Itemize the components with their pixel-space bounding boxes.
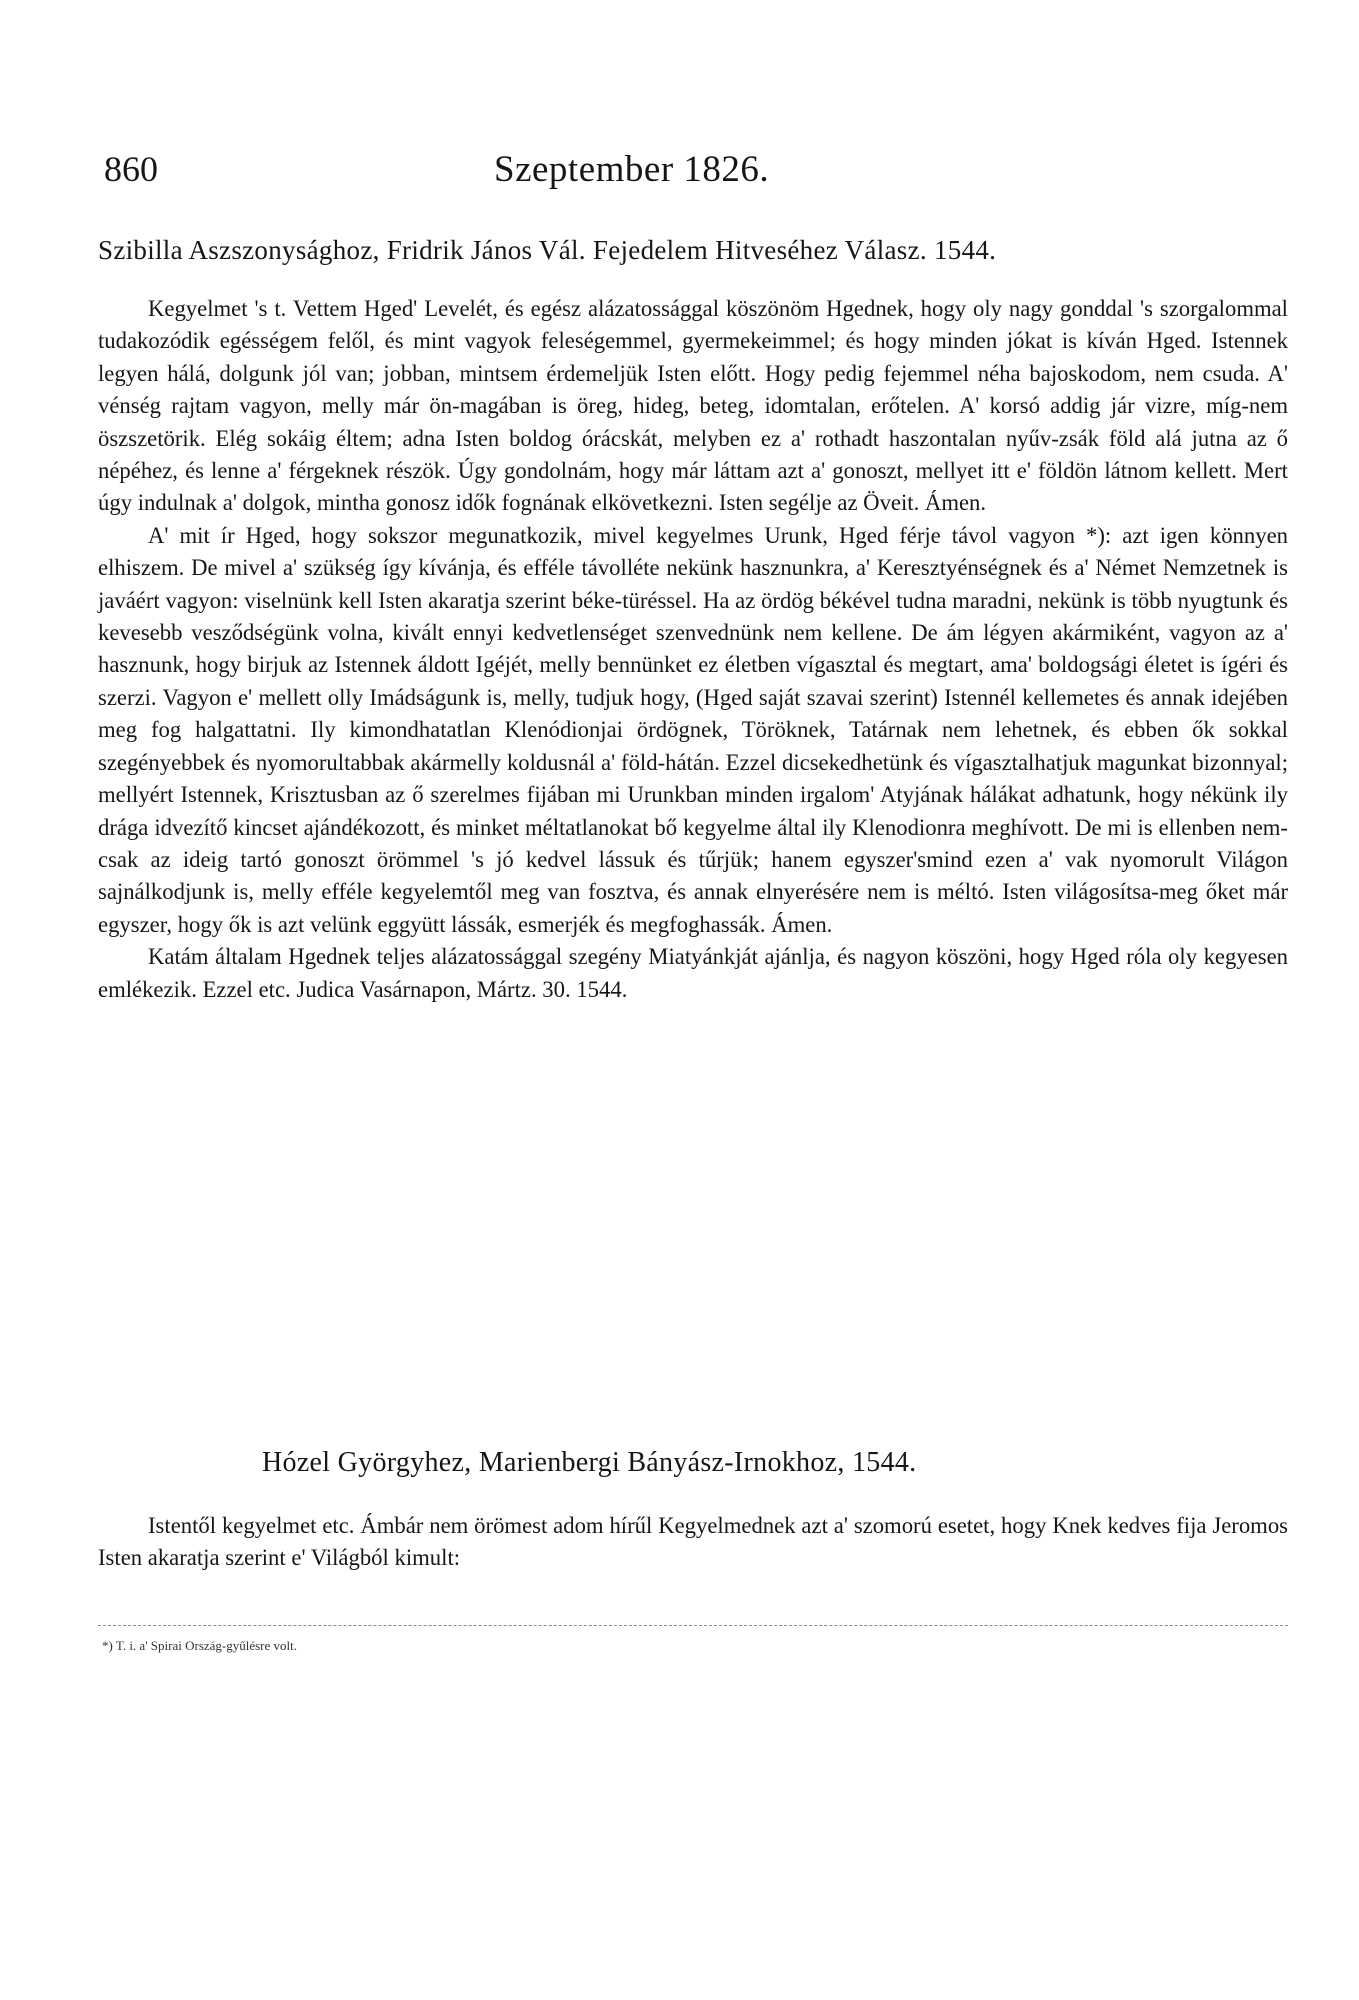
paragraph: Kegyelmet 's t. Vettem Hged' Levelét, és egész alázatossággal köszönöm Hgednek, hogy oly nagy gonddal 's szorgalommal tudakozódik egésségem felől, és mint vagyok feleségemmel, gyermekeimmel; és hogy minden jókat is kíván Hged. Istennek legyen hálá, dolgunk jól van; jobban, mintsem érdemeljük Isten előtt. Hogy pedig fejemmel néha bajoskodom, nem csuda. A' vénség rajtam vagyon, melly már ön-magában is öreg, hideg, beteg, idomtalan, erőtelen. A' korsó addig jár vizre, míg-nem öszszetörik. Elég sokáig éltem; adna Isten boldog órácskát, melyben ez a' rothadt haszontalan nyűv-zsák föld alá jutna az ő népéhez, és lenne a' férgeknek részök. Úgy gondolnám, hogy már láttam azt a' gonoszt, mellyet itt e' földön látnom kellett. Mert úgy indulnak a' dolgok, mintha gonosz idők fognának elkövetkezni. Isten segélje az Öveit. Ámen. xyxy=(98,296,1288,516)
paragraph: A' mit ír Hged, hogy sokszor megunatkozik, mivel kegyelmes Urunk, Hged férje távol vagyon *): azt igen könnyen elhiszem. De mivel a' szükség így kívánja, és efféle távolléte nekünk hasznunkra, a' Keresztyénségnek és a' Német Nemzetnek is javáért vagyon: viselnünk kell Isten akaratja szerint béke-türéssel. Ha az ördög békével tudna maradni, nekünk is több nyugtunk és kevesebb vesződségünk volna, kivált ennyi kedvetlenséget szenvednünk nem kellene. De ám légyen akármiként, vagyon az a' hasznunk, hogy birjuk az Istennek áldott Igéjét, melly bennünket ez életben vígasztal és megtart, ama' boldogsági életet is ígéri és szerzi. Vagyon e' mellett olly Imádságunk is, melly, tudjuk hogy, (Hged saját szavai szerint) Istennél kellemetes és annak idejében meg fog halgattatni. Ily kimondhatatlan Klenódionjai ördögnek, Töröknek, Tatárnak nem lehetnek, és ebben ők sokkal szegényebbek és nyomorultabbak akármelly koldusnál a' föld-hátán. Ezzel dicsekedhetünk és vígasztalhatjuk magunkat bizonnyal; mellyért Istennek, Krisztusban az ő szerelmes fijában mi Urunkban minden irgalom' Atyjának hálákat adhatunk, hogy nékünk ily drága idvezítő kincset ajándékozott, és minket méltatlanokat bő kegyelme által ily Klenodionra meghívott. De mi is ellenben nem-csak az ideig tartó gonoszt örömmel 's jó kedvel lássuk és tűrjük; hanem egyszer'smind ezen a' vak nyomorult Világon sajnálkodjunk is, melly efféle kegyelemtől meg van fosztva, és annak elnyerésére nem is méltó. Isten világosítsa-meg őket már egyszer, hogy ők is azt velünk eggyütt lássák, esmerjék és megfoghassák. Ámen. xyxy=(98,522,1288,937)
paragraph: Katám általam Hgednek teljes alázatossággal szegény Miatyánkját ajánlja, és nagyon köszöni, hogy Hged róla oly kegyesen emlékezik. Ezzel etc. Judica Vasárnapon, Mártz. 30. 1544. xyxy=(98,944,1288,1002)
footnote: *) T. i. a' Spirai Ország-gyűlésre volt. xyxy=(102,1638,298,1653)
page-number: 860 xyxy=(104,149,158,189)
running-title: Szeptember 1826. xyxy=(494,149,770,190)
letter-title-1: Szibilla Aszszonysághoz, Fridrik János Vál. Fejedelem Hitveséhez Válasz. 1544. xyxy=(98,235,997,265)
paragraph: Istentől kegyelmet etc. Ámbár nem örömest adom hírűl Kegyelmednek azt a' szomorú esetet, hogy Knek kedves fija Jeromos Isten akaratja szerint e' Világból kimult: xyxy=(98,1513,1288,1571)
letter-title-2: Hózel Györgyhez, Marienbergi Bányász-Irnokhoz, 1544. xyxy=(262,1447,917,1478)
page-header xyxy=(104,148,1284,198)
letter-body-1 xyxy=(98,293,1288,1006)
footnote-rule xyxy=(98,1625,1288,1627)
letter-body-2 xyxy=(98,1510,1288,1575)
